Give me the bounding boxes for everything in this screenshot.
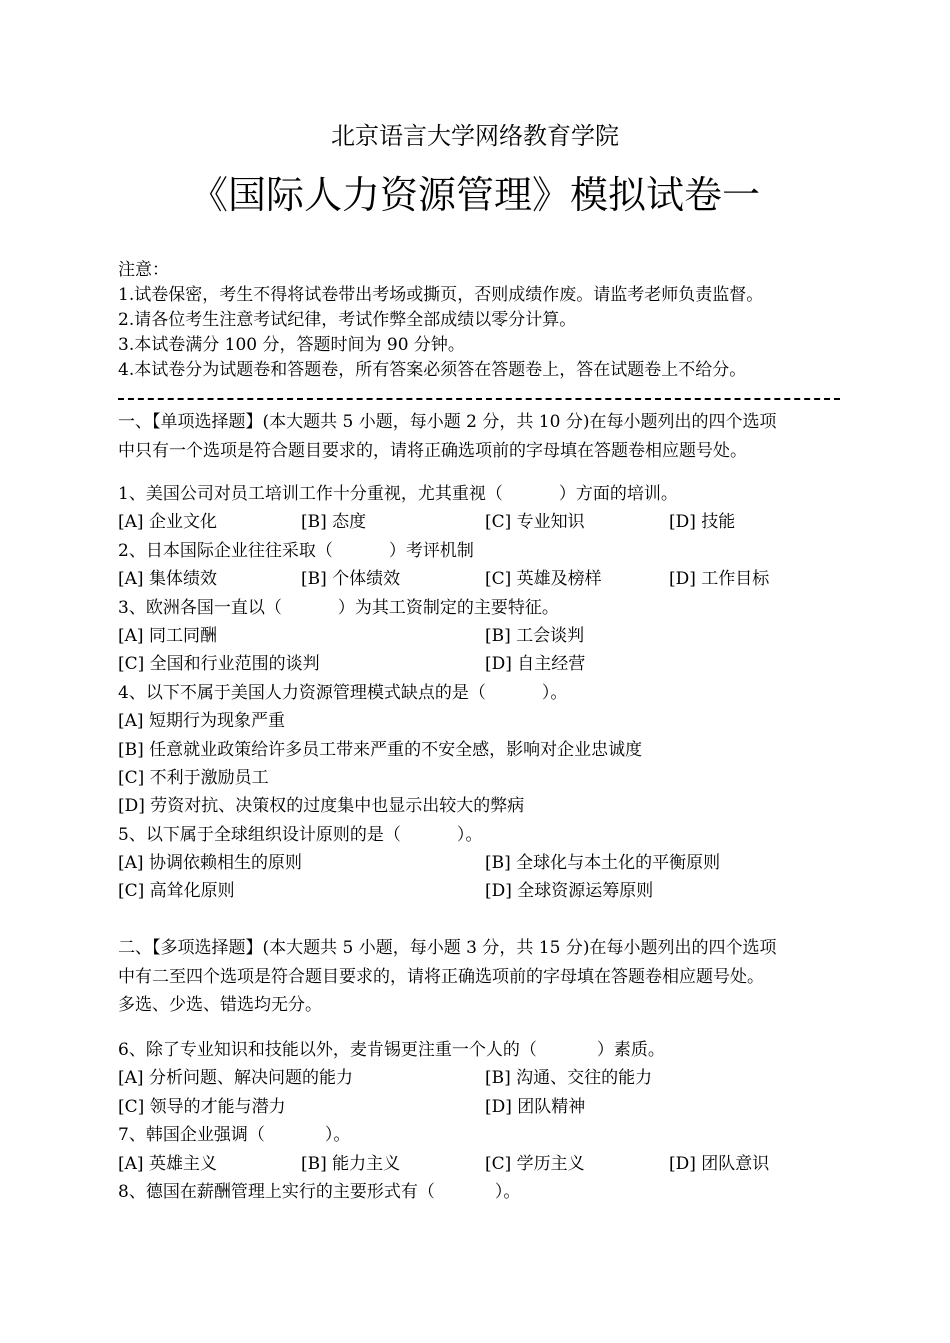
stem-text: ）。 [324, 1125, 351, 1146]
option: [D] 劳资对抗、决策权的过度集中也显示出较大的弊病 [118, 796, 525, 817]
section2-questions [118, 1036, 843, 1206]
option-row [118, 792, 843, 820]
option: [B] 全球化与本土化的平衡原则 [485, 853, 721, 874]
option-row [118, 877, 843, 905]
stem-text: 1、美国公司对员工培训工作十分重视，尤其重视（ [118, 484, 503, 504]
option: [D] 全球资源运筹原则 [485, 881, 654, 902]
stem-text: ）素质。 [596, 1040, 665, 1060]
option-row [118, 764, 843, 792]
option-row [118, 650, 843, 678]
question-stem [118, 1036, 843, 1064]
stem-text: ）方面的培训。 [558, 484, 678, 504]
exam-title: 《国际人力资源管理》模拟试卷一 [189, 173, 760, 217]
notice-block [118, 258, 843, 383]
option-row [118, 1150, 843, 1178]
question-stem [118, 480, 843, 508]
notice-item: 4.本试卷分为试题卷和答题卷，所有答案必须答在答题卷上，答在试题卷上不给分。 [118, 360, 747, 380]
question-stem [118, 1178, 843, 1206]
stem-text: 6、除了专业知识和技能以外，麦肯锡更注重一个人的（ [118, 1040, 537, 1060]
option: [C] 全国和行业范围的谈判 [118, 654, 320, 675]
option: [C] 不利于激励员工 [118, 767, 269, 788]
notice-item: 2.请各位考生注意考试纪律，考试作弊全部成绩以零分计算。 [118, 310, 577, 330]
question-stem [118, 537, 843, 565]
section1-line: 中只有一个选项是符合题目要求的，请将正确选项前的字母填在答题卷相应题号处。 [118, 440, 747, 461]
option: [D] 团队精神 [485, 1096, 586, 1117]
stem-text: ）。 [541, 682, 568, 703]
option-row [118, 565, 843, 593]
option: [A] 分析问题、解决问题的能力 [118, 1068, 353, 1089]
option: [A] 集体绩效 [118, 569, 217, 590]
dashed-divider [118, 398, 840, 400]
option: [B] 沟通、交往的能力 [485, 1068, 653, 1089]
option-row [118, 736, 843, 764]
question-stem [118, 594, 843, 622]
question-stem [118, 1121, 843, 1149]
stem-text: 4、以下不属于美国人力资源管理模式缺点的是（ [118, 682, 486, 703]
option: [A] 短期行为现象严重 [118, 711, 285, 732]
stem-text: ）为其工资制定的主要特征。 [337, 597, 559, 618]
option-row [118, 849, 843, 877]
option: [A] 协调依赖相生的原则 [118, 853, 302, 874]
stem-text: ）。 [456, 824, 483, 845]
stem-text: 3、欧洲各国一直以（ [118, 597, 282, 618]
option: [A] 英雄主义 [118, 1153, 217, 1174]
option-row [118, 508, 843, 536]
section1-line: 一、【单项选择题】(本大题共 5 小题，每小题 2 分，共 10 分)在每小题列出的四个选项 [118, 412, 777, 432]
option: [C] 专业知识 [485, 512, 585, 533]
notice-item: 1.试卷保密，考生不得将试卷带出考场或撕页，否则成绩作废。请监考老师负责监督。 [118, 285, 764, 305]
option: [B] 工会谈判 [485, 625, 585, 646]
stem-text: ）考评机制 [388, 540, 474, 561]
question-stem [118, 679, 843, 707]
option: [B] 能力主义 [301, 1153, 401, 1174]
notice-item: 3.本试卷满分 100 分，答题时间为 90 分钟。 [118, 335, 465, 355]
stem-text: 2、日本国际企业往往采取（ [118, 540, 333, 561]
option: [D] 团队意识 [669, 1153, 770, 1174]
notice-heading: 注意： [118, 260, 169, 280]
option: [B] 态度 [301, 512, 367, 533]
option: [C] 英雄及榜样 [485, 569, 602, 590]
section1-questions [118, 480, 843, 906]
option: [B] 个体绩效 [301, 569, 401, 590]
stem-text: 7、韩国企业强调（ [118, 1125, 265, 1146]
option: [A] 同工同酬 [118, 625, 217, 646]
option: [D] 自主经营 [485, 654, 586, 675]
school-name: 北京语言大学网络教育学院 [331, 122, 619, 150]
section1-instructions [118, 408, 843, 465]
option: [C] 领导的才能与潜力 [118, 1096, 286, 1117]
option: [D] 技能 [669, 512, 736, 533]
option: [B] 任意就业政策给许多员工带来严重的不安全感，影响对企业忠诚度 [118, 739, 643, 760]
option: [A] 企业文化 [118, 512, 217, 533]
stem-text: ）。 [494, 1181, 521, 1202]
section2-line: 二、【多项选择题】(本大题共 5 小题，每小题 3 分，共 15 分)在每小题列出的四个选项 [118, 938, 777, 958]
section2-line: 多选、少选、错选均无分。 [118, 995, 322, 1015]
option-row [118, 1064, 843, 1092]
option-row [118, 1093, 843, 1121]
option-row [118, 622, 843, 650]
option: [D] 工作目标 [669, 569, 770, 590]
stem-text: 5、以下属于全球组织设计原则的是（ [118, 824, 401, 845]
option: [C] 学历主义 [485, 1153, 585, 1174]
option-row [118, 707, 843, 735]
question-stem [118, 821, 843, 849]
stem-text: 8、德国在薪酬管理上实行的主要形式有（ [118, 1181, 435, 1202]
option: [C] 高耸化原则 [118, 881, 235, 902]
section2-line: 中有二至四个选项是符合题目要求的，请将正确选项前的字母填在答题卷相应题号处。 [118, 966, 764, 987]
section2-instructions [118, 934, 843, 1020]
